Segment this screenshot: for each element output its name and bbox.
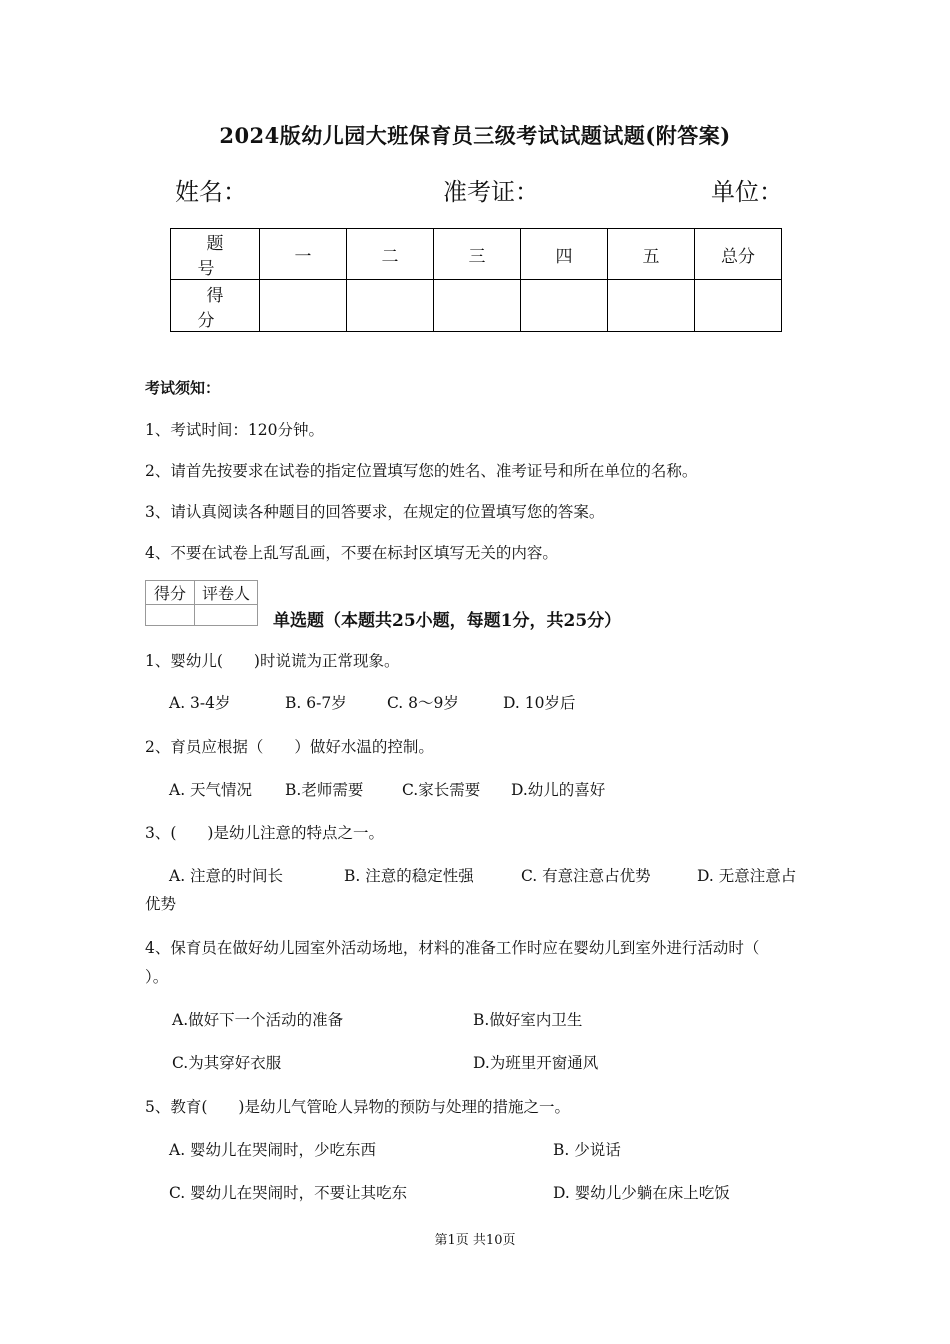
- grader-name-cell[interactable]: [195, 605, 258, 626]
- score-cell[interactable]: [608, 280, 695, 332]
- question-option: A. 婴幼儿在哭闹时，少吃东西: [169, 1141, 377, 1159]
- notice-item: 4、不要在试卷上乱写乱画，不要在标封区填写无关的内容。: [145, 544, 558, 562]
- document-title: 2024版幼儿园大班保育员三级考试试题试题(附答案): [219, 123, 731, 148]
- question-option: D. 婴幼儿少躺在床上吃饭: [553, 1184, 730, 1202]
- question-option: B. 注意的稳定性强: [344, 867, 474, 885]
- question-option: A.做好下一个活动的准备: [172, 1011, 344, 1029]
- score-table-header-cell: 五: [608, 229, 695, 280]
- notice-item: 2、请首先按要求在试卷的指定位置填写您的姓名、准考证号和所在单位的名称。: [145, 462, 698, 480]
- score-table-header-cell: 总分: [695, 229, 782, 280]
- score-table-header-cell: 三: [434, 229, 521, 280]
- score-table: [170, 228, 782, 332]
- question-stem: 2、育员应根据（ ）做好水温的控制。: [145, 738, 434, 756]
- score-table-header-cell: 题 号: [171, 229, 260, 280]
- question-option: C. 8～9岁: [387, 694, 459, 712]
- grader-table: [145, 580, 258, 626]
- question-stem: 3、( )是幼儿注意的特点之一。: [145, 824, 384, 842]
- question-option-wrap: 优势: [145, 895, 177, 913]
- score-table-header-cell: 四: [521, 229, 608, 280]
- question-stem: 4、保育员在做好幼儿园室外活动场地，材料的准备工作时应在婴幼儿到室外进行活动时（: [145, 939, 760, 957]
- question-stem: 1、婴幼儿( )时说谎为正常现象。: [145, 652, 400, 670]
- exam-number-field-label: 准考证：: [443, 178, 539, 206]
- score-cell[interactable]: [347, 280, 434, 332]
- question-option: A. 天气情况: [169, 781, 253, 799]
- unit-field-label: 单位：: [711, 178, 783, 206]
- score-cell[interactable]: [521, 280, 608, 332]
- question-option: C. 婴幼儿在哭闹时，不要让其吃东: [169, 1184, 408, 1202]
- page-footer: 第1页 共10页: [434, 1233, 516, 1248]
- grader-name-label: 评卷人: [195, 581, 258, 605]
- question-option: D.为班里开窗通风: [473, 1054, 599, 1072]
- question-option: D. 无意注意占: [697, 867, 797, 885]
- score-table-score-row: [171, 280, 782, 332]
- question-option: C. 有意注意占优势: [521, 867, 651, 885]
- grader-score-label: 得分: [146, 581, 195, 605]
- question-option: B. 6-7岁: [285, 694, 347, 712]
- question-option: B.老师需要: [285, 781, 364, 799]
- question-option: A. 注意的时间长: [169, 867, 284, 885]
- question-option: B.做好室内卫生: [473, 1011, 583, 1029]
- score-cell[interactable]: [695, 280, 782, 332]
- name-field-label: 姓名：: [175, 178, 247, 206]
- notice-heading: 考试须知：: [145, 379, 221, 397]
- question-option: A. 3-4岁: [169, 694, 231, 712]
- score-table-header-cell: 一: [260, 229, 347, 280]
- score-table-header-cell: 二: [347, 229, 434, 280]
- question-option: C.家长需要: [402, 781, 481, 799]
- score-table-header-row: [171, 229, 782, 280]
- grader-score-cell[interactable]: [146, 605, 195, 626]
- notice-item: 3、请认真阅读各种题目的回答要求，在规定的位置填写您的答案。: [145, 503, 605, 521]
- section-title: 单选题（本题共25小题，每题1分，共25分）: [273, 611, 622, 631]
- question-option: D.幼儿的喜好: [511, 781, 606, 799]
- score-cell[interactable]: [434, 280, 521, 332]
- question-option: B. 少说话: [553, 1141, 621, 1159]
- score-row-label: 得 分: [171, 280, 260, 332]
- question-stem: 5、教育( )是幼儿气管呛人异物的预防与处理的措施之一。: [145, 1098, 570, 1116]
- question-stem-continued: ）。: [145, 968, 169, 986]
- notice-item: 1、考试时间：120分钟。: [145, 421, 324, 439]
- question-option: D. 10岁后: [503, 694, 576, 712]
- question-option: C.为其穿好衣服: [172, 1054, 282, 1072]
